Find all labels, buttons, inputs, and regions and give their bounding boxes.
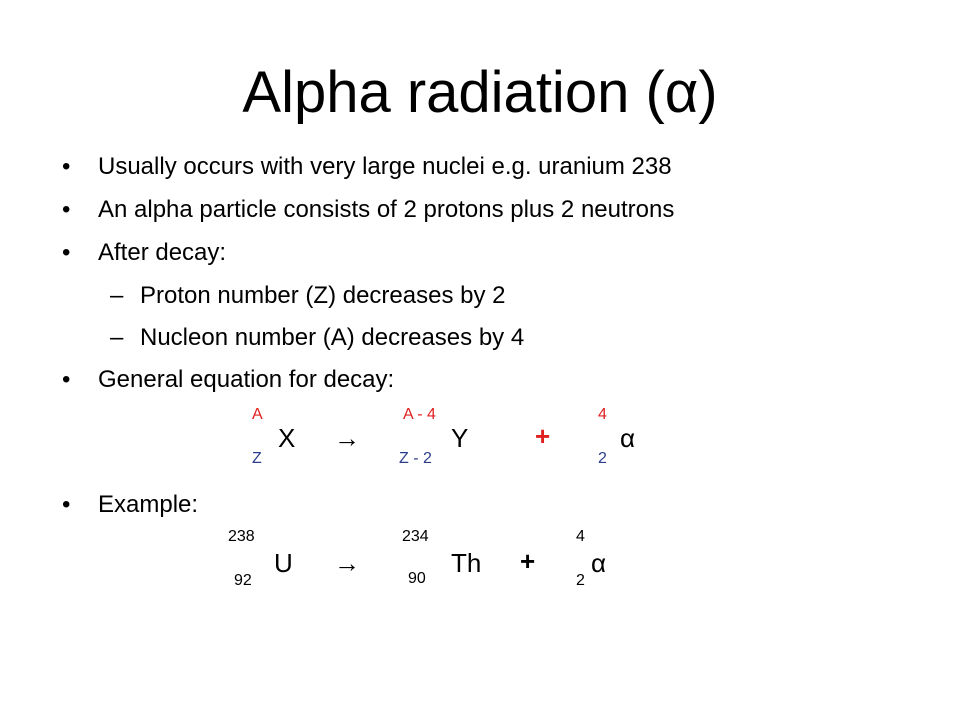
arrow-symbol: → [334, 423, 360, 453]
daughter-atomic-number: Z - 2 [399, 450, 432, 467]
daughter-mass-number: 234 [402, 528, 429, 545]
alpha-mass-number: 4 [576, 528, 585, 545]
bullet-item [62, 152, 672, 182]
bullet-glyph: • [62, 153, 71, 180]
parent-symbol: X [278, 423, 296, 453]
bullet-item [62, 195, 674, 225]
bullet-text: Usually occurs with very large nuclei e.g. uranium 238 [98, 153, 672, 180]
parent-mass-number: 238 [228, 528, 255, 545]
daughter-symbol: Y [451, 423, 469, 453]
parent-mass-number: A [252, 406, 263, 423]
daughter-atomic-number: 90 [408, 570, 426, 587]
sub-bullet-text: Proton number (Z) decreases by 2 [140, 282, 506, 309]
parent-atomic-number: Z [252, 450, 262, 467]
bullet-glyph: • [62, 196, 71, 223]
parent-atomic-number: 92 [234, 572, 252, 589]
bullet-item [62, 238, 226, 268]
bullet-glyph: • [62, 366, 71, 393]
parent-symbol: U [274, 548, 293, 578]
bullet-text: General equation for decay: [98, 366, 395, 393]
bullet-text: After decay: [98, 239, 227, 266]
sub-bullet-text: Nucleon number (A) decreases by 4 [140, 324, 525, 351]
alpha-symbol: α [591, 548, 607, 578]
daughter-mass-number: A - 4 [403, 406, 436, 423]
daughter-symbol: Th [451, 548, 482, 578]
alpha-atomic-number: 2 [598, 450, 607, 467]
alpha-symbol: α [620, 423, 636, 453]
dash-glyph: – [110, 324, 124, 351]
plus-sign: + [520, 546, 536, 576]
bullet-text: Example: [98, 491, 199, 518]
bullet-text: An alpha particle consists of 2 protons plus 2 neutrons [98, 196, 675, 223]
bullet-glyph: • [62, 491, 71, 518]
plus-sign: + [535, 421, 551, 451]
sub-bullet-item [110, 323, 524, 353]
bullet-item [62, 365, 394, 395]
alpha-atomic-number: 2 [576, 572, 585, 589]
dash-glyph: – [110, 282, 124, 309]
bullet-item [62, 490, 198, 520]
bullet-glyph: • [62, 239, 71, 266]
arrow-symbol: → [334, 548, 360, 578]
slide-title: Alpha radiation (α) [242, 60, 718, 125]
alpha-mass-number: 4 [598, 406, 607, 423]
sub-bullet-item [110, 281, 506, 311]
